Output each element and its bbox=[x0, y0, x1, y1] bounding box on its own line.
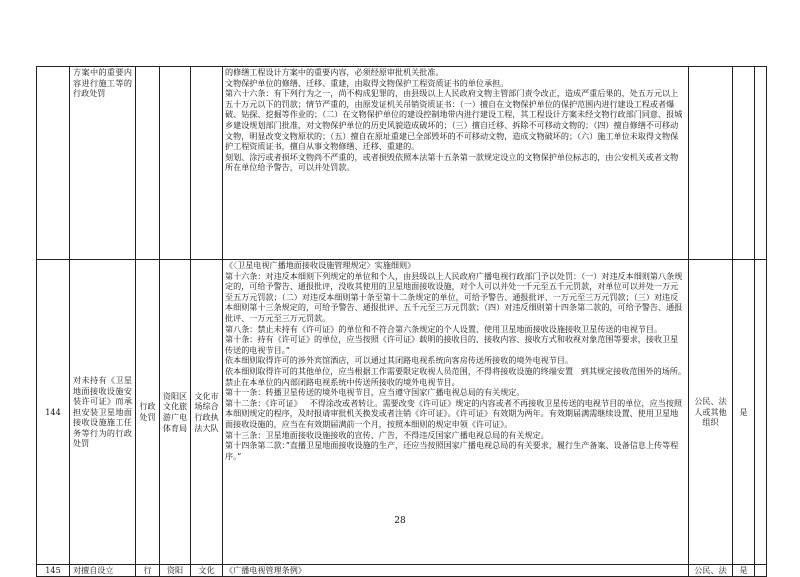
cell-flag bbox=[733, 67, 755, 260]
cell-unit: 文化 bbox=[191, 565, 223, 577]
cell-subject: 公民、法人或其他组织 bbox=[689, 260, 733, 565]
enforcement-table bbox=[36, 66, 767, 577]
page-number: 28 bbox=[394, 516, 406, 526]
cell-legal-basis: 《〈卫星电视广播地面接收设施管理规定〉实施细则》 第十六条：对违反本细则下列规定的单位和个人，由县级以上人民政府广播电视行政部门予以处罚：（一）对违反本细则第八条规定的，可给予警告、通报批评，没收其使用的卫星地面接收设施，对个人可以并处一千元至五千元罚款，对单位可以并处一万元至五万元罚款；（二）对违反本细则第十条至第十二条规定的单位，可给予警告、通报批评、一万元至三万元罚款；（三）对违反本细则第十三条规定的，可给予警告、通报批评、五千元至三万元罚款；（四）对违反细则第十四条第二款的，可给予警告、通报批评、一万元至三万元罚款。 第八条：禁止未持有《许可证》的单位和不符合第六条规定的个人设置、使用卫星地面接收设施接收卫星传送的电视节目。 第十条：持有《许可证》的单位，应当按照《许可证》载明的接收目的、接收内容、接收方式和收视对象范围等要求，接收卫星传送的电视节目。” 依本细则取得许可的涉外宾馆酒店，可以通过其闭路电视系统向客房传送所接收的境外电视节目。 依本细则取得许可的其他单位，应当根据工作需要限定收视人员范围，不得将接收设施的终端安置 到其规定接收范围外的场所。禁止在本单位的内部闭路电视系统中传送所接收的境外电视节目。 第十一条：转播卫星传送的境外电视节目，应当遵守国家广播电视总局的有关规定。 第十二条：《许可证》 不得涂改或者转让。需要改变《许可证》规定的内容或者不再接收卫星传送的电视节目的单位，应当按照本细则规定的程序，及时报请审批机关换发或者注销《许可证》。《许可证》有效期为两年。有效期届满需继续设置、使用卫星地面接收设施的，应当在有效期届满前一个月，按照本细则的规定申领《许可证》。 第十三条：卫星地面接收设施接收的宣传、广告，不得违反国家广播电视总局的有关规定。 第十四条第二款：”直播卫星地面接收设施的生产，还应当按照国家广播电视总局的有关要求，履行生产备案、设备信息上传等程序。” bbox=[223, 260, 689, 565]
table-row bbox=[37, 565, 767, 577]
cell-type: 行 bbox=[136, 565, 160, 577]
cell-subject bbox=[689, 67, 733, 260]
table-row bbox=[37, 67, 767, 260]
cell-item-name: 对未持有《卫星地面接收设施安装许可证》而承担安装卫星地面接收设施施工任务等行为的行政处罚 bbox=[70, 260, 136, 565]
cell-item-name: 对擅自设立 bbox=[70, 565, 136, 577]
cell-legal-basis: 的修缮工程设计方案中的重要内容，必须经原审批机关批准。 文物保护单位的修缮、迁移、重建，由取得文物保护工程资质证书的单位承担。 第六十六条：有下列行为之一，尚不构成犯罪的，由县级以上人民政府文物主管部门责令改正，造成严重后果的，处五万元以上五十万元以下的罚款；情节严重的，由原发证机关吊销资质证书：（一）擅自在文物保护单位的保护范围内进行建设工程或者爆破、钻探、挖掘等作业的；（二）在文物保护单位的建设控制地带内进行建设工程，其工程设计方案未经文物行政部门同意、报城乡建设规划部门批准，对文物保护单位的历史风貌造成破坏的；（三）擅自迁移、拆除不可移动文物的；（四）擅自修缮不可移动文物，明显改变文物原状的；（五）擅自在原址重建已全部毁坏的不可移动文物，造成文物破坏的；（六）施工单位未取得文物保护工程资质证书，擅自从事文物修缮、迁移、重建的。 刻划、涂污或者损坏文物尚不严重的，或者损毁依照本法第十五条第一款规定设立的文物保护单位标志的，由公安机关或者文物所在单位给予警告，可以并处罚款。 bbox=[223, 67, 689, 260]
cell-flag: 是 bbox=[733, 260, 755, 565]
cell-dept: 资阳 bbox=[160, 565, 191, 577]
cell-subject: 公民、法 bbox=[689, 565, 733, 577]
cell-no bbox=[37, 67, 70, 260]
cell-unit bbox=[191, 67, 223, 260]
cell-extra bbox=[755, 565, 767, 577]
cell-no: 144 bbox=[37, 260, 70, 565]
cell-unit: 文化市场综合行政执法大队 bbox=[191, 260, 223, 565]
cell-legal-basis: 《广播电视管理条例》 bbox=[223, 565, 689, 577]
cell-type bbox=[136, 67, 160, 260]
cell-no: 145 bbox=[37, 565, 70, 577]
cell-flag: 是 bbox=[733, 565, 755, 577]
cell-type: 行政处罚 bbox=[136, 260, 160, 565]
cell-dept: 资阳区文化旅游广电体育局 bbox=[160, 260, 191, 565]
cell-item-name: 方案中的重要内容进行施工等的行政处罚 bbox=[70, 67, 136, 260]
cell-dept bbox=[160, 67, 191, 260]
cell-extra bbox=[755, 67, 767, 260]
